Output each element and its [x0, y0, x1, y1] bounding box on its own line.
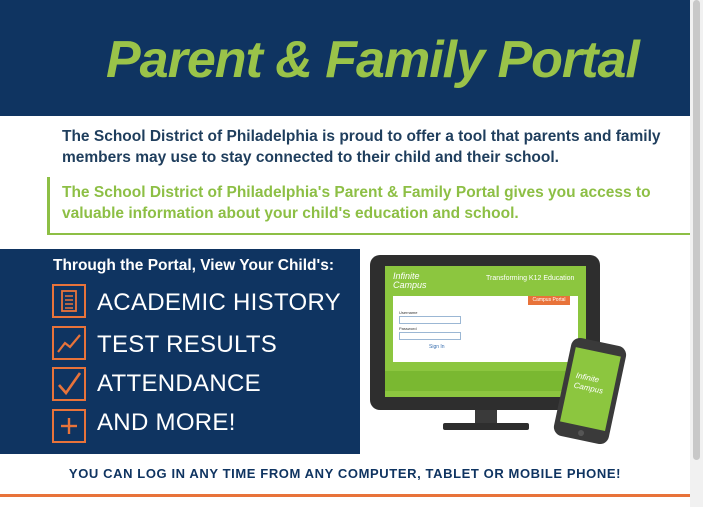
username-field [399, 316, 461, 324]
feature-academic-history: ACADEMIC HISTORY [97, 289, 341, 316]
screen-tagline: Transforming K12 Education [486, 275, 575, 282]
feature-and-more: AND MORE! [97, 409, 236, 436]
svg-text:Campus: Campus [572, 380, 604, 396]
line-graph-icon [52, 326, 86, 360]
svg-text:Infinite: Infinite [575, 370, 600, 385]
features-heading: Through the Portal, View Your Child's: [53, 257, 334, 274]
plus-icon [52, 409, 86, 443]
signin-link: Sign In [429, 344, 445, 350]
screen-header [385, 266, 586, 290]
quote-accent-bar [47, 177, 50, 233]
password-label: Password [399, 326, 417, 331]
quote-divider [47, 233, 690, 235]
footer-callout: YOU CAN LOG IN ANY TIME FROM ANY COMPUTER, TABLET OR MOBILE PHONE! [68, 466, 622, 481]
checkmark-icon [52, 367, 86, 401]
campus-portal-tab: Campus Portal [528, 296, 570, 305]
scrollbar-thumb[interactable] [693, 0, 700, 460]
password-field [399, 332, 461, 340]
document-icon [52, 284, 86, 318]
page-title: Parent & Family Portal [106, 31, 639, 89]
monitor-base [443, 423, 529, 430]
intro-text: The School District of Philadelphia is proud to offer a tool that parents and family members may use to stay connected to their child and their school. [62, 128, 661, 166]
feature-test-results: TEST RESULTS [97, 331, 278, 358]
username-label: Username [399, 310, 418, 315]
portal-description: The School District of Philadelphia's Parent & Family Portal gives you access to valuable information about your child's education and school. [62, 184, 651, 222]
monitor-stand [475, 410, 497, 424]
feature-attendance: ATTENDANCE [97, 370, 261, 397]
phone-illustration [546, 335, 634, 447]
footer-rule [0, 494, 690, 497]
infinite-campus-logo: Infinite Campus [393, 271, 427, 290]
header-banner [0, 0, 690, 116]
